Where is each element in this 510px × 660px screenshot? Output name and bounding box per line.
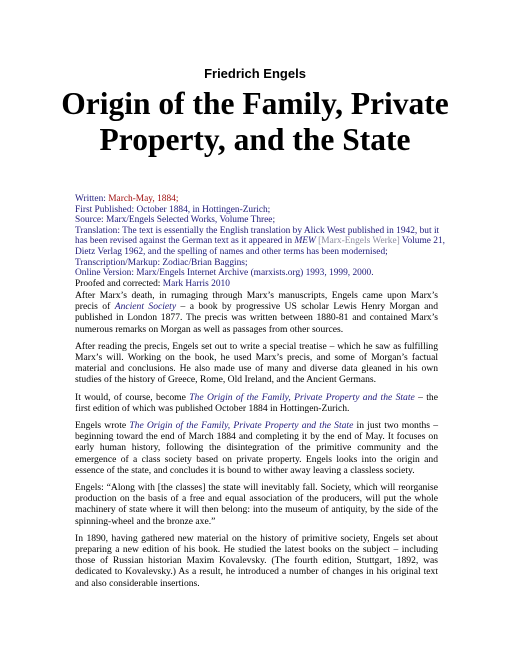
publication-info [75, 194, 445, 289]
translation-line [75, 226, 445, 258]
paragraph-1 [75, 290, 438, 335]
transcription-line: Transcription/Markup: Zodiac/Brian Baggins; [75, 257, 248, 268]
proofed-line [75, 279, 445, 290]
p3-text: It would, of course, become [75, 391, 190, 403]
proofed-label: Proofed and corrected: [75, 278, 163, 289]
p4-text-end: in just two months – beginning toward the end of March 1884 and completing it by the end of May. It focuses on early human history, following the disintegration of the primitive community and the emergence of a class society based on private property. Engels looks into the origin and essence of the state, and concludes it is bound to wither away leaving a classless society. [75, 420, 438, 476]
first-published-line: First Published: October 1884, in Hottingen-Zurich; [75, 204, 271, 215]
mew-abbrev: MEW [294, 236, 316, 247]
book-title-ref-2: The Origin of the Family, Private Property and the State [129, 420, 354, 432]
body-text [75, 290, 438, 595]
translation-text: Translation: The text is essentially the English translation by Alick West published in 1942, but it has been revised against the German text as it appeared in [75, 225, 440, 247]
paragraph-4 [75, 420, 438, 476]
source-line: Source: Marx/Engels Selected Works, Volume Three; [75, 215, 276, 226]
paragraph-6: In 1890, having gathered new material on the history of primitive society, Engels set about preparing a new edition of his book. He studied the latest books on the subject – including those of Russian historian Maxim Kovalevsky. (The fourth edition, Stuttgart, 1892, was dedicated to Kovalevsky.) As a result, he introduced a number of changes in his original text and also considerable insertions. [75, 532, 438, 589]
written-line [75, 194, 445, 205]
p1-text: After Marx’s death, in rumaging through Marx’s manuscripts, Engels came upon Marx’s precis of [75, 290, 438, 313]
book-title-ref: The Origin of the Family, Private Property and the State [189, 391, 415, 403]
p4-text: Engels wrote [75, 420, 130, 432]
paragraph-2: After reading the precis, Engels set out to write a special treatise – which he saw as fulfilling Marx’s will. Working on the book, he used Marx’s precis, and some of Morgan’s factual material and conclusions. He also made use of many and diverse data gleaned in his own studies of the history of Greece, Rome, Old Ireland, and the Ancient Germans. [75, 340, 438, 386]
paragraph-3 [75, 392, 438, 414]
translation-text-end: Volume 21, Dietz Verlag 1962, and the spelling of names and other terms has been modernised; [75, 236, 445, 257]
written-label: Written: [75, 194, 109, 204]
online-version-line: Online Version: Marx/Engels Internet Archive (marxists.org) 1993, 1999, 2000. [75, 268, 374, 279]
page-title: Origin of the Family, Private Property, and the State [61, 86, 449, 157]
written-value: March-May, 1884; [108, 194, 179, 204]
ancient-society-title: Ancient Society [114, 301, 177, 313]
mew-link[interactable]: [Marx-Engels Werke] [318, 236, 400, 247]
author-name: Friedrich Engels [204, 66, 306, 81]
paragraph-5: Engels: “Along with [the classes] the state will inevitably fall. Society, which will reorganise production on the basis of a free and equal association of the producers, will put the whole machinery of state where it will then belong: into the museum of antiquity, by the side of the spinning-wheel and the bronze axe.” [75, 482, 438, 527]
p3-text-end: – the first edition of which was published October 1884 in Hottingen-Zurich. [75, 391, 438, 414]
p1-text-end: – a book by progressive US scholar Lewis Henry Morgan and published in London 1877. The precis was written between 1880-81 and contained Marx’s numerous remarks on Morgan as well as passages from other sources. [75, 301, 438, 335]
proofed-value: Mark Harris 2010 [162, 278, 230, 289]
